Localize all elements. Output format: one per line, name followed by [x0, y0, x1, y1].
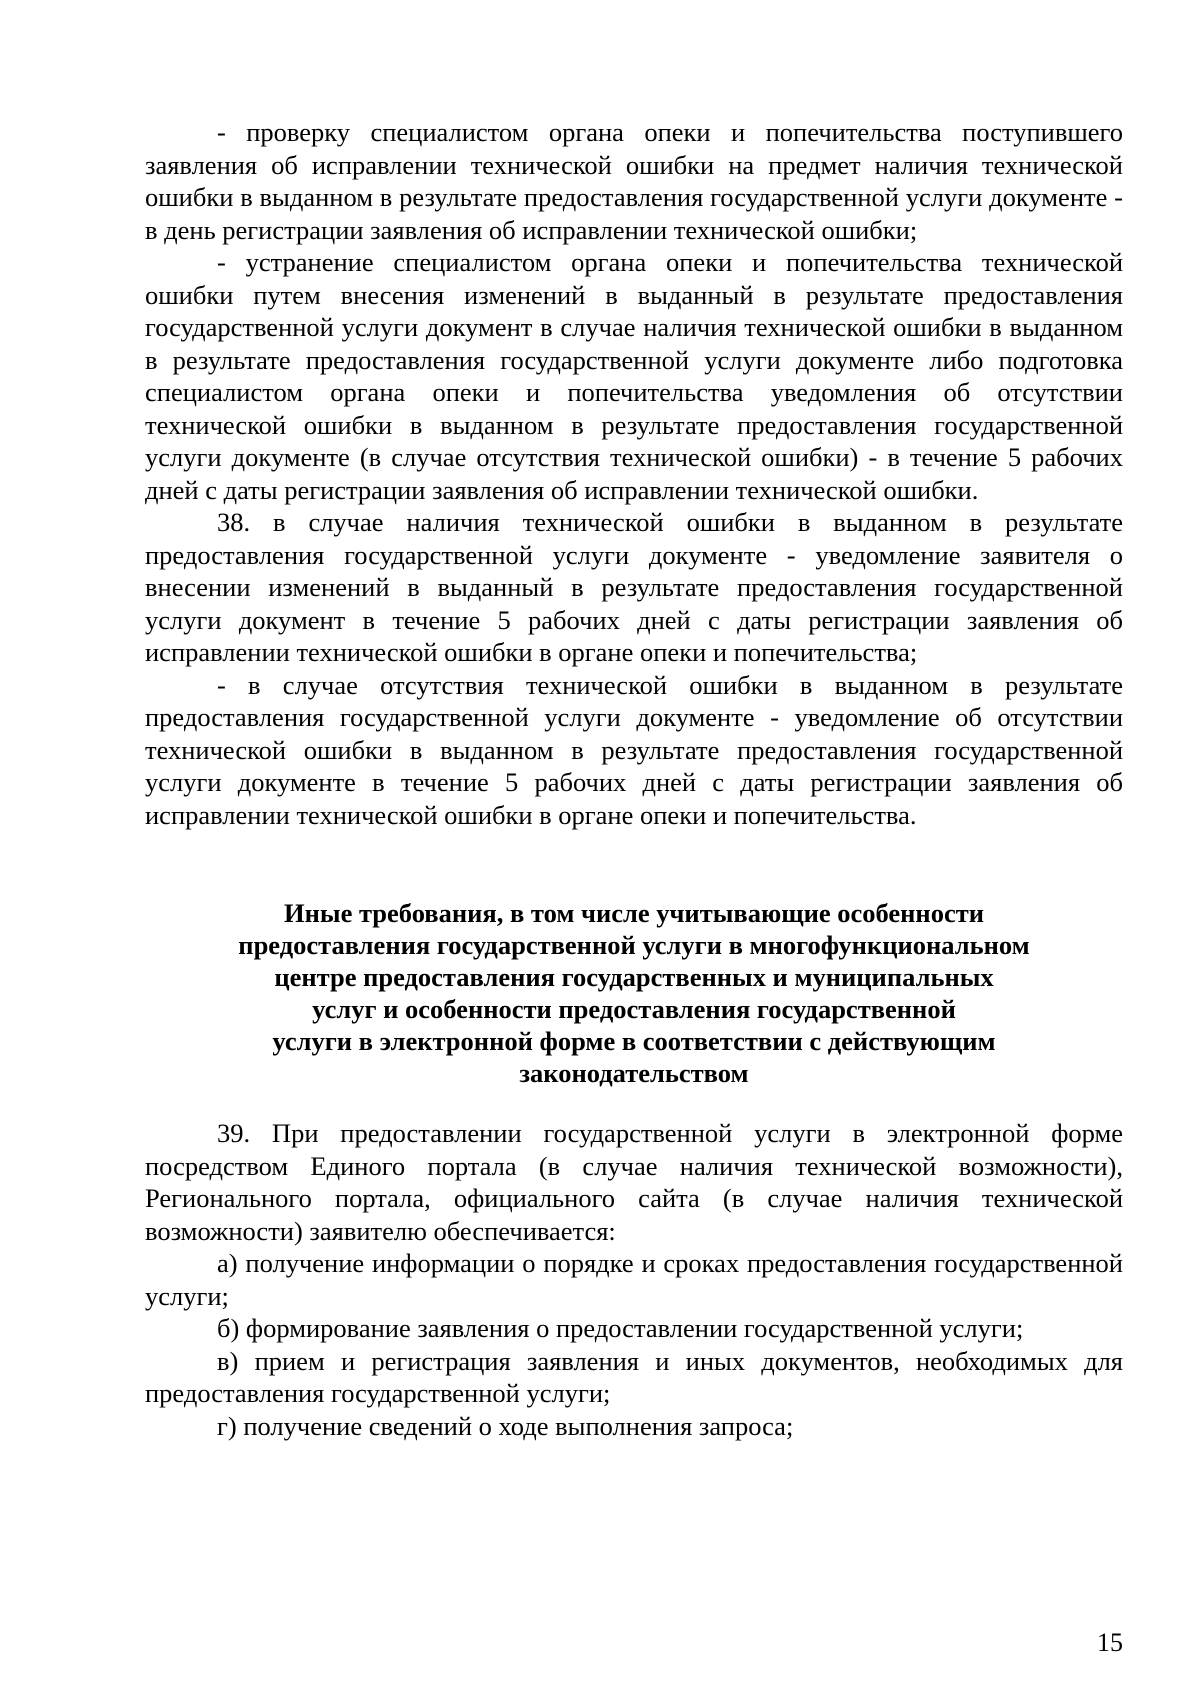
list-item-b: б) формирование заявления о предоставлении государственной услуги; [217, 1313, 1024, 1343]
list-item-v: в) прием и регистрация заявления и иных документов, необходимых для предоставления государственной услуги; [145, 1345, 1123, 1408]
section-heading-line: услуги в электронной форме в соответствии с действующим [272, 1026, 996, 1056]
section-heading-line: услуг и особенности предоставления государственной [312, 994, 956, 1024]
section-heading-line: центре предоставления государственных и муниципальных [274, 962, 994, 992]
paragraph-technical-error-fix: - устранение специалистом органа опеки и попечительства технической ошибки путем внесения изменений в выданный в результате предоставления государственной услуги документ в случае наличия технической ошибки в выданном в результате предоставления государственной услуги документе либо подготовка специалистом органа опеки и попечительства уведомления об отсутствии технической ошибки в выданном в результате предоставления государственной услуги документе (в случае отсутствия технической ошибки) - в течение 5 рабочих дней с даты регистрации заявления об исправлении технической ошибки. [145, 247, 1123, 505]
paragraph-no-technical-error: - в случае отсутствия технической ошибки в выданном в результате предоставления государственной услуги документе - уведомление об отсутствии технической ошибки в выданном в результате предоставления государственной услуги документе в течение 5 рабочих дней с даты регистрации заявления об исправлении технической ошибки в органе опеки и попечительства. [145, 669, 1123, 830]
list-item-g: г) получение сведений о ходе выполнения запроса; [217, 1410, 794, 1441]
section-heading-line: Иные требования, в том числе учитывающие особенности [284, 898, 984, 928]
paragraph-item-38: 38. в случае наличия технической ошибки в выданном в результате предоставления государственной услуги документе - уведомление заявителя о внесении изменений в выданный в результате предоставления государственной услуги документ в течение 5 рабочих дней с даты регистрации заявления об исправлении технической ошибки в органе опеки и попечительства; [145, 507, 1123, 667]
page-content [145, 116, 1123, 1442]
page-number: 15 [1097, 1628, 1123, 1657]
paragraph-technical-error-check: - проверку специалистом органа опеки и попечительства поступившего заявления об исправлении технической ошибки на предмет наличия технической ошибки в выданном в результате предоставления государственной услуги документе - в день регистрации заявления об исправлении технической ошибки; [145, 117, 1123, 245]
list-item-a: а) получение информации о порядке и сроках предоставления государственной услуги; [145, 1248, 1123, 1311]
section-heading-line: предоставления государственной услуги в многофункциональном [238, 930, 1030, 960]
section-heading-line: законодательством [519, 1058, 749, 1088]
paragraph-item-39: 39. При предоставлении государственной услуги в электронной форме посредством Единого портала (в случае наличия технической возможности), Регионального портала, официального сайта (в случае наличия технической возможности) заявителю обеспечивается: [145, 1118, 1123, 1246]
section-heading [145, 897, 1123, 1089]
